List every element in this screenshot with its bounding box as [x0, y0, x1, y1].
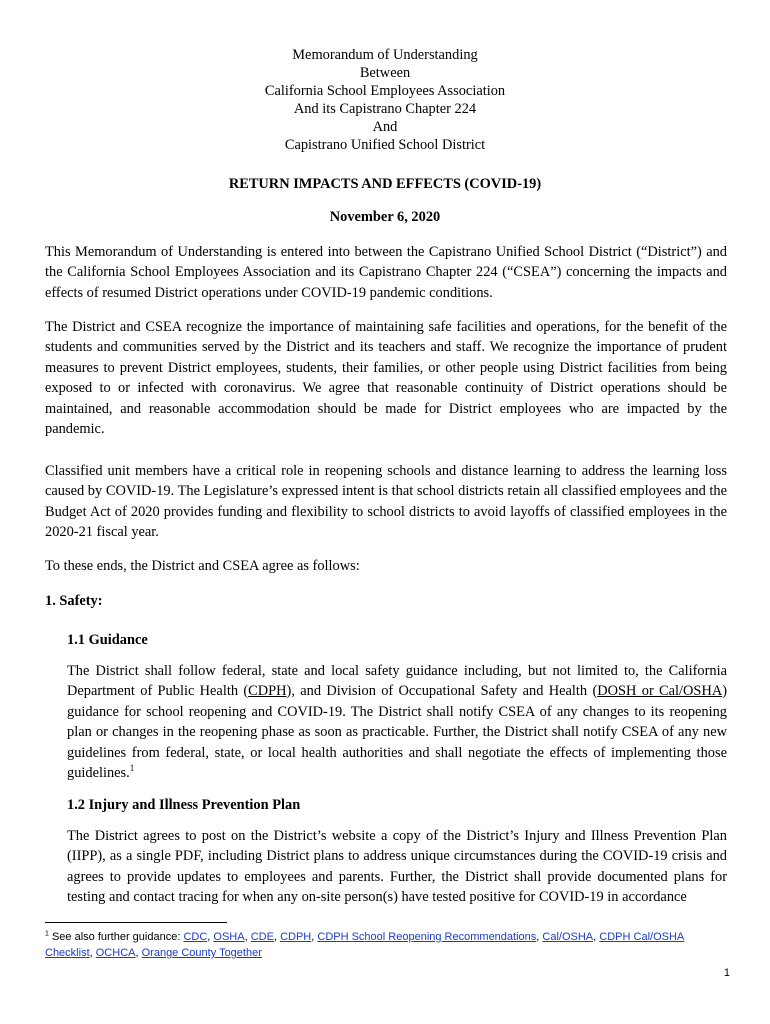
header-line-6: Capistrano Unified School District [284, 137, 486, 153]
footnote-link-cde[interactable]: CDE [250, 931, 274, 943]
footnote-divider [45, 922, 227, 923]
header-line-1: Memorandum of Understanding [292, 47, 478, 63]
footnote-link-cdph[interactable]: CDPH [280, 931, 312, 943]
guidance-text-part-1: The District shall follow federal, state and local safety guidance including, but not limited to, the California Department of Public Health ( [67, 663, 727, 700]
header-line-5: And [372, 119, 398, 135]
guidance-text-part-3: ) guidance for school reopening and COVID-19. The District shall notify CSEA of any changes to its reopening plan or changes in the reopening phase as soon as practicable. Further, the District shall notify CSEA of any new guidelines from federal, state, or local health authorities and shall negotiate the effects of implementing those guidelines. [67, 683, 728, 782]
section-1-2-heading: 1.2 Injury and Illness Prevention Plan [67, 797, 301, 813]
section-1-2-text: The District agrees to post on the District’s website a copy of the District’s Injury and Illness Prevention Plan (IIPP), as a single PDF, including District plans to address unique circumstances during the COVID-19 crisis and agrees to provide updates to employees and parents. Further, the District shall provide documented plans for testing and contact tracing for when any on-site person(s) have tested positive for COVID-19 in accordance [67, 828, 727, 906]
header-line-3: California School Employees Association [264, 83, 506, 99]
cdph-link[interactable]: CDPH [248, 683, 287, 700]
footnote-link-cdph-school-reopening[interactable]: CDPH School Reopening Recommendations [317, 931, 537, 943]
guidance-text-part-2: ), and Division of Occupational Safety and Health ( [286, 683, 598, 700]
footnote-link-cal-osha[interactable]: Cal/OSHA [542, 931, 594, 943]
footnote-link-osha[interactable]: OSHA [213, 931, 245, 943]
section-1-1-text [67, 661, 727, 783]
footnote-link-cdph-cal-osha-checklist[interactable]: CDPH Cal/OSHA Checklist [45, 931, 685, 959]
paragraph-classified-members: Classified unit members have a critical role in reopening schools and distance learning to address the learning loss caused by COVID-19. The Legislature’s expressed intent is that school districts retain all classified employees and the Budget Act of 2020 provides funding and flexibility to school districts to avoid layoffs of classified employees in the 2020-21 fiscal year. [45, 463, 727, 541]
footnote-link-orange-county-together[interactable]: Orange County Together [141, 947, 262, 959]
footnote-link-cdc[interactable]: CDC [183, 931, 208, 943]
paragraph-agreement: To these ends, the District and CSEA agree as follows: [45, 558, 360, 574]
footnote-intro: See also further guidance: [48, 931, 184, 943]
document-date: November 6, 2020 [329, 209, 441, 225]
footnote-reference[interactable]: 1 [129, 763, 135, 774]
footnote-link-ochca[interactable]: OCHCA [95, 947, 136, 959]
footnote: $^1$ See also further guidance: CDC, OSHA, CDE, CDPH, CDPH School Reopening Recommendations, Cal/OSHA, CDPH Cal/OSHA Checklist, OCHCA, Orange County Together [45, 930, 685, 959]
paragraph-safety-recognition: The District and CSEA recognize the importance of maintaining safe facilities and operations, for the benefit of the students and communities served by the District and its teachers and staff. We recognize the importance of prudent measures to prevent District employees, students, their families, or other people using District facilities from being exposed to or infected with coronavirus. We agree that reasonable continuity of District operations should be maintained, and reasonable accommodation should be made for District employees who are impacted by the pandemic. [45, 319, 727, 438]
header-line-4: And its Capistrano Chapter 224 [293, 101, 477, 117]
document-title: RETURN IMPACTS AND EFFECTS (COVID-19) [228, 176, 542, 192]
section-1-1-heading: 1.1 Guidance [67, 632, 148, 648]
section-1-heading: 1. Safety: [45, 593, 103, 609]
memorandum-header [0, 46, 770, 154]
paragraph-intro: This Memorandum of Understanding is entered into between the Capistrano Unified School District (“District”) and the California School Employees Association and its Capistrano Chapter 224 (“CSEA”) concerning the impacts and effects of resumed District operations under COVID-19 pandemic conditions. [45, 244, 727, 301]
header-line-2: Between [359, 65, 411, 81]
page-number: 1 [723, 967, 730, 979]
footnote-number: 1 [45, 930, 49, 938]
dosh-link[interactable]: DOSH or Cal/OSHA [597, 683, 723, 700]
